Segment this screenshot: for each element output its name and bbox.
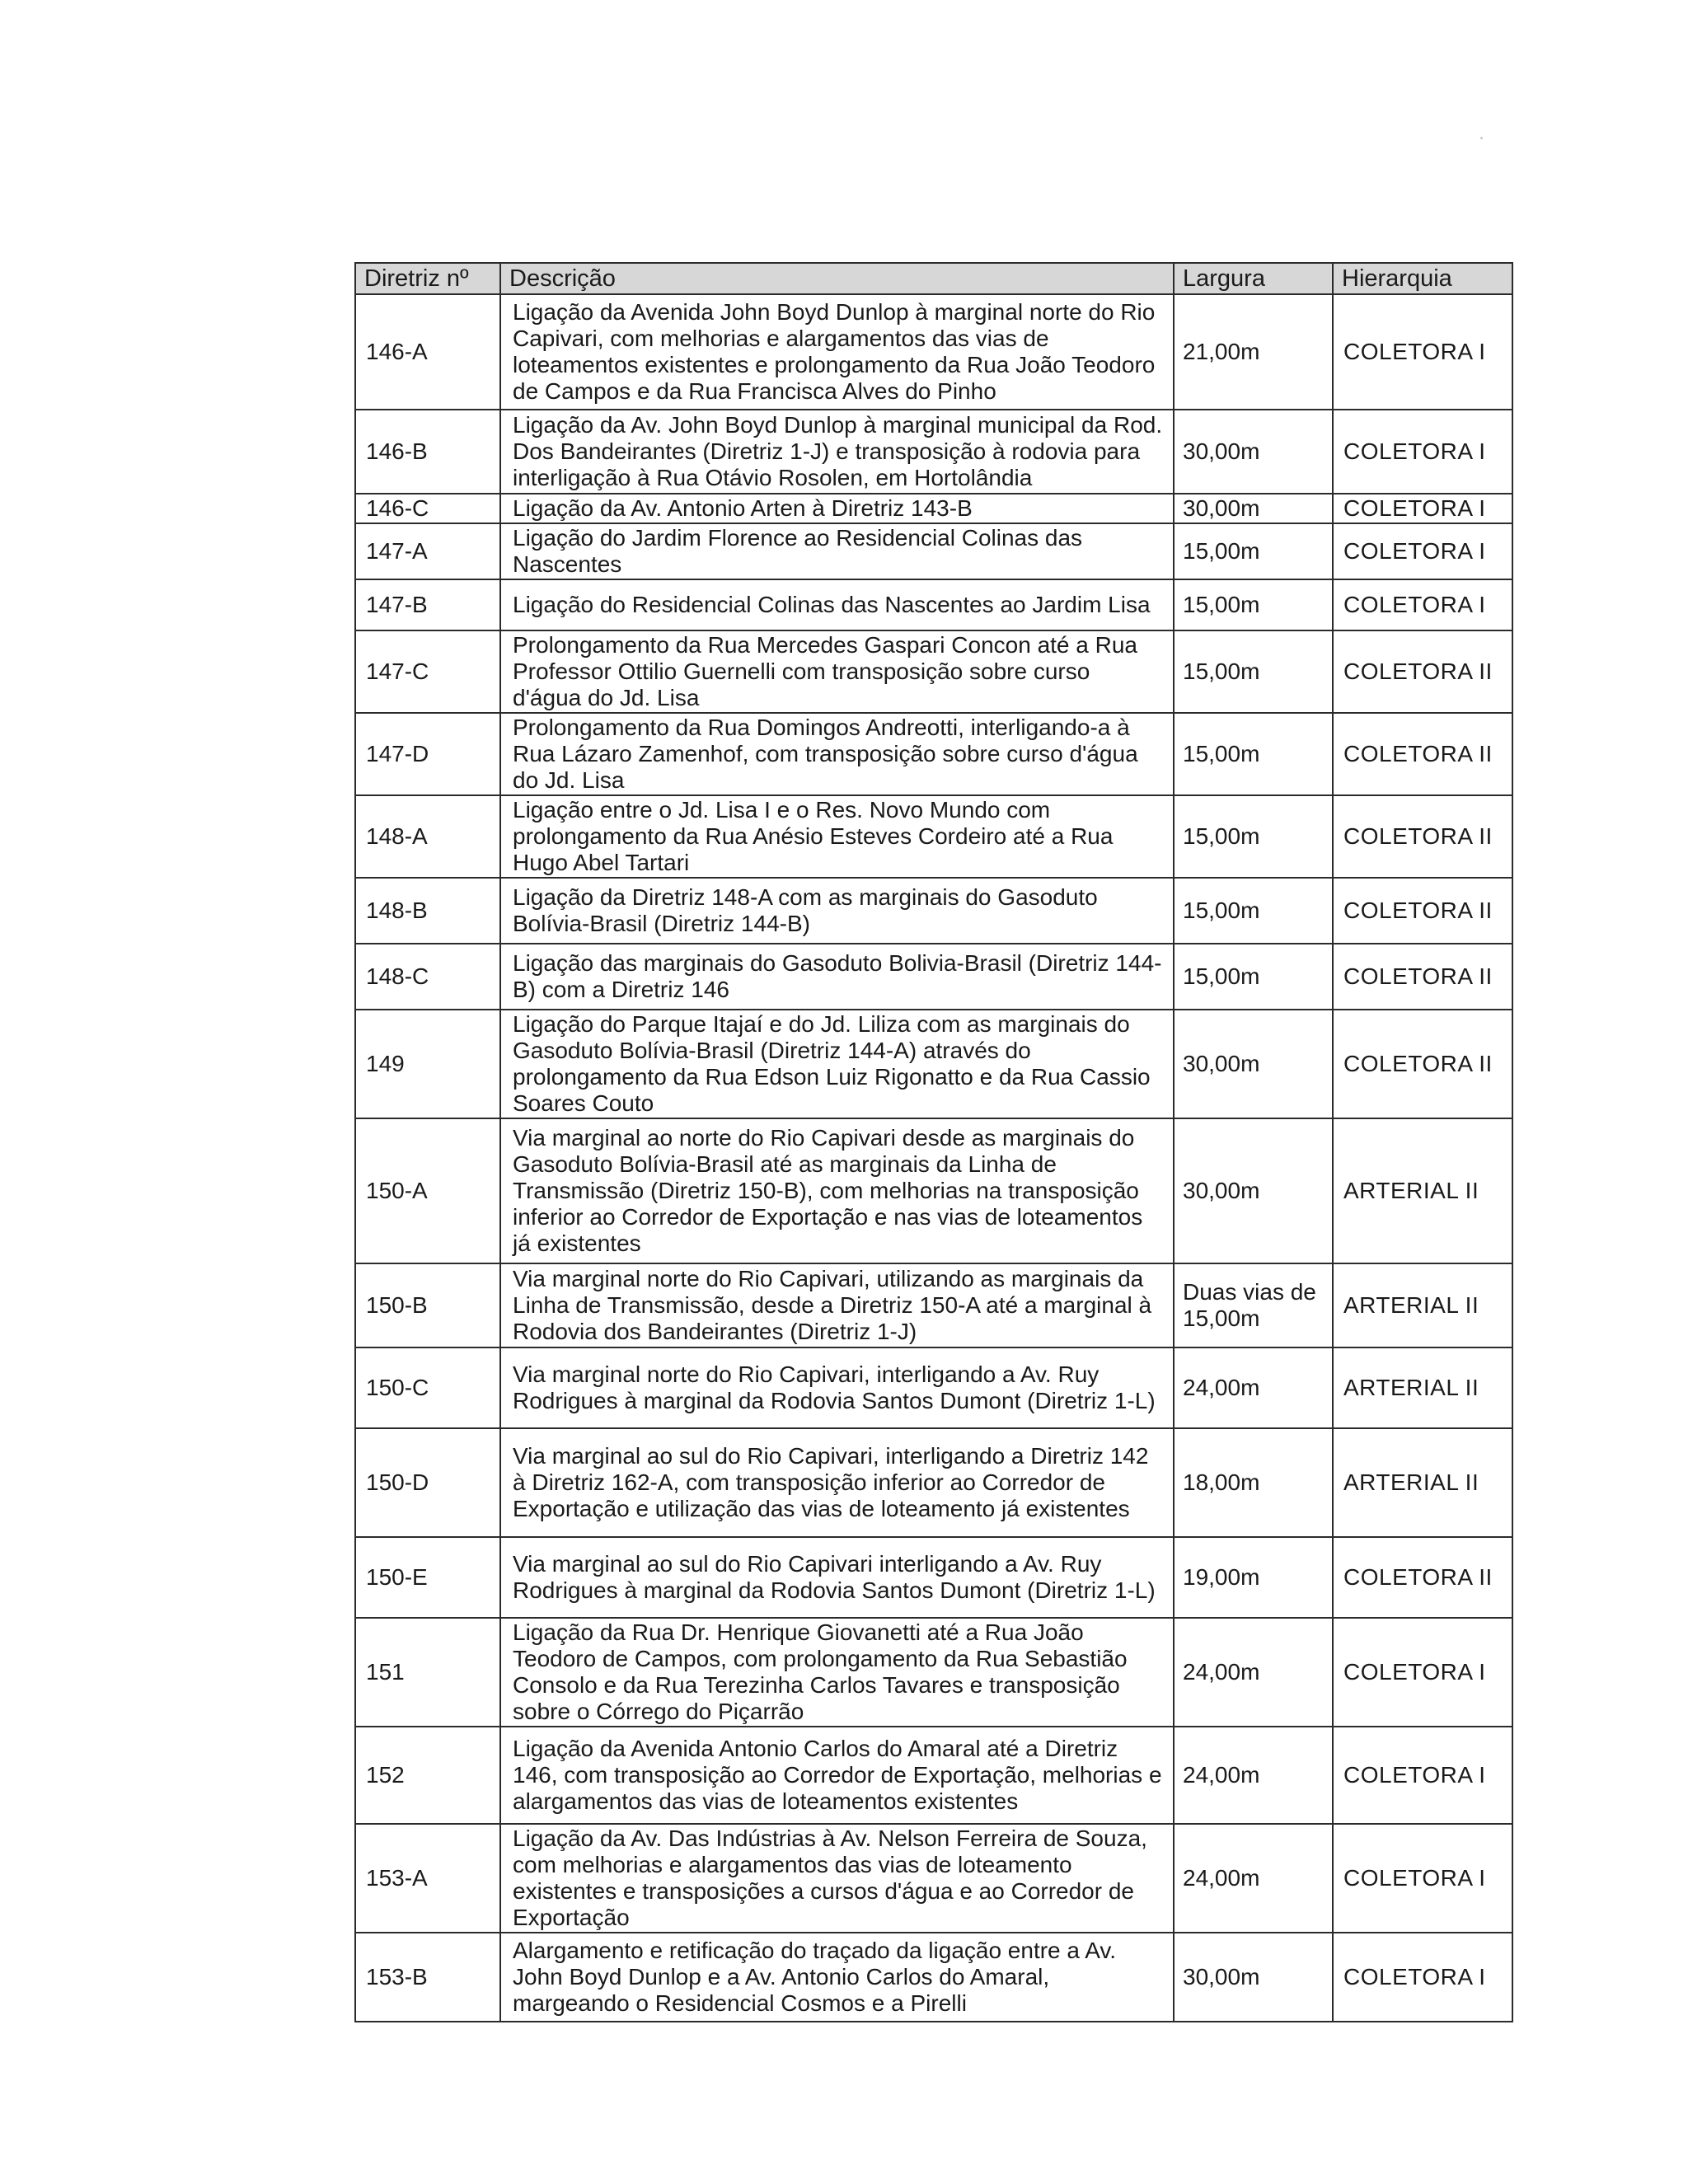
row-hierarquia: COLETORA II	[1333, 944, 1512, 1010]
table-row	[355, 630, 1512, 713]
row-diretriz: 151	[355, 1618, 500, 1727]
row-descricao: Prolongamento da Rua Mercedes Gaspari Concon até a Rua Professor Ottilio Guernelli com transposição sobre curso d'água do Jd. Lisa	[500, 630, 1174, 713]
header-descricao: Descrição	[500, 263, 1174, 294]
row-descricao: Via marginal norte do Rio Capivari, utilizando as marginais da Linha de Transmissão, desde a Diretriz 150-A até a marginal à Rodovia dos Bandeirantes (Diretriz 1-J)	[500, 1263, 1174, 1347]
row-descricao: Ligação das marginais do Gasoduto Bolivia-Brasil (Diretriz 144-B) com a Diretriz 146	[500, 944, 1174, 1010]
table-row	[355, 494, 1512, 523]
row-largura: 24,00m	[1174, 1347, 1333, 1428]
table-row	[355, 1933, 1512, 2022]
row-largura: 24,00m	[1174, 1727, 1333, 1824]
row-diretriz: 150-D	[355, 1428, 500, 1537]
table-row	[355, 1263, 1512, 1347]
row-hierarquia: COLETORA II	[1333, 795, 1512, 878]
row-largura: 15,00m	[1174, 523, 1333, 579]
row-diretriz: 149	[355, 1010, 500, 1118]
row-largura: Duas vias de 15,00m	[1174, 1263, 1333, 1347]
row-hierarquia: ARTERIAL II	[1333, 1428, 1512, 1537]
table-row	[355, 523, 1512, 579]
row-descricao: Ligação da Av. Das Indústrias à Av. Nelson Ferreira de Souza, com melhorias e alargamentos das vias de loteamento existentes e transposições a cursos d'água e ao Corredor de Exportação	[500, 1824, 1174, 1933]
table-row	[355, 1824, 1512, 1933]
row-hierarquia: COLETORA I	[1333, 1824, 1512, 1933]
row-largura: 30,00m	[1174, 1933, 1333, 2022]
header-hierarquia: Hierarquia	[1333, 263, 1512, 294]
table-row	[355, 1118, 1512, 1263]
table-row	[355, 1727, 1512, 1824]
row-largura: 15,00m	[1174, 579, 1333, 630]
table-row	[355, 579, 1512, 630]
row-hierarquia: ARTERIAL II	[1333, 1263, 1512, 1347]
row-descricao: Ligação da Diretriz 148-A com as marginais do Gasoduto Bolívia-Brasil (Diretriz 144-B)	[500, 878, 1174, 944]
row-largura: 24,00m	[1174, 1618, 1333, 1727]
row-hierarquia: COLETORA I	[1333, 1727, 1512, 1824]
row-hierarquia: COLETORA II	[1333, 1537, 1512, 1618]
scan-speck	[1480, 137, 1483, 139]
row-descricao: Ligação da Avenida Antonio Carlos do Amaral até a Diretriz 146, com transposição ao Corredor de Exportação, melhorias e alargamentos das vias de loteamentos existentes	[500, 1727, 1174, 1824]
row-hierarquia: COLETORA I	[1333, 1933, 1512, 2022]
row-descricao: Via marginal ao sul do Rio Capivari interligando a Av. Ruy Rodrigues à marginal da Rodovia Santos Dumont (Diretriz 1-L)	[500, 1537, 1174, 1618]
row-diretriz: 147-B	[355, 579, 500, 630]
row-hierarquia: COLETORA I	[1333, 579, 1512, 630]
header-row	[355, 263, 1512, 294]
row-descricao: Ligação da Av. John Boyd Dunlop à marginal municipal da Rod. Dos Bandeirantes (Diretriz 1-J) e transposição à rodovia para interligação à Rua Otávio Rosolen, em Hortolândia	[500, 410, 1174, 494]
row-descricao: Ligação da Avenida John Boyd Dunlop à marginal norte do Rio Capivari, com melhorias e alargamentos das vias de loteamentos existentes e prolongamento da Rua João Teodoro de Campos e da Rua Francisca Alves do Pinho	[500, 294, 1174, 410]
row-hierarquia: COLETORA I	[1333, 410, 1512, 494]
row-diretriz: 150-A	[355, 1118, 500, 1263]
row-largura: 15,00m	[1174, 795, 1333, 878]
row-diretriz: 150-E	[355, 1537, 500, 1618]
row-diretriz: 148-C	[355, 944, 500, 1010]
row-largura: 19,00m	[1174, 1537, 1333, 1618]
table-row	[355, 878, 1512, 944]
row-largura: 15,00m	[1174, 944, 1333, 1010]
row-hierarquia: COLETORA II	[1333, 1010, 1512, 1118]
table-row	[355, 1347, 1512, 1428]
row-hierarquia: COLETORA II	[1333, 630, 1512, 713]
row-hierarquia: ARTERIAL II	[1333, 1118, 1512, 1263]
row-diretriz: 152	[355, 1727, 500, 1824]
row-descricao: Ligação entre o Jd. Lisa I e o Res. Novo Mundo com prolongamento da Rua Anésio Esteves Cordeiro até a Rua Hugo Abel Tartari	[500, 795, 1174, 878]
row-largura: 24,00m	[1174, 1824, 1333, 1933]
table-row	[355, 713, 1512, 795]
table-row	[355, 1010, 1512, 1118]
row-descricao: Ligação do Residencial Colinas das Nascentes ao Jardim Lisa	[500, 579, 1174, 630]
table-row	[355, 1618, 1512, 1727]
row-diretriz: 148-A	[355, 795, 500, 878]
row-descricao: Via marginal norte do Rio Capivari, interligando a Av. Ruy Rodrigues à marginal da Rodovia Santos Dumont (Diretriz 1-L)	[500, 1347, 1174, 1428]
row-hierarquia: COLETORA I	[1333, 523, 1512, 579]
row-descricao: Via marginal ao norte do Rio Capivari desde as marginais do Gasoduto Bolívia-Brasil até as marginais da Linha de Transmissão (Diretriz 150-B), com melhorias na transposição inferior ao Corredor de Exportação e nas vias de loteamentos já existentes	[500, 1118, 1174, 1263]
row-hierarquia: COLETORA II	[1333, 878, 1512, 944]
row-diretriz: 146-A	[355, 294, 500, 410]
row-largura: 21,00m	[1174, 294, 1333, 410]
row-diretriz: 146-B	[355, 410, 500, 494]
row-descricao: Ligação da Rua Dr. Henrique Giovanetti até a Rua João Teodoro de Campos, com prolongamento da Rua Sebastião Consolo e da Rua Terezinha Carlos Tavares e transposição sobre o Córrego do Piçarrão	[500, 1618, 1174, 1727]
row-diretriz: 153-A	[355, 1824, 500, 1933]
row-diretriz: 150-B	[355, 1263, 500, 1347]
row-hierarquia: COLETORA II	[1333, 713, 1512, 795]
row-largura: 30,00m	[1174, 1118, 1333, 1263]
row-diretriz: 147-C	[355, 630, 500, 713]
header-largura: Largura	[1174, 263, 1333, 294]
table-body	[355, 294, 1512, 2022]
row-largura: 15,00m	[1174, 713, 1333, 795]
row-hierarquia: COLETORA I	[1333, 1618, 1512, 1727]
row-diretriz: 148-B	[355, 878, 500, 944]
row-descricao: Alargamento e retificação do traçado da ligação entre a Av. John Boyd Dunlop e a Av. Antonio Carlos do Amaral, margeando o Residencial Cosmos e a Pirelli	[500, 1933, 1174, 2022]
row-diretriz: 150-C	[355, 1347, 500, 1428]
row-diretriz: 146-C	[355, 494, 500, 523]
row-largura: 15,00m	[1174, 630, 1333, 713]
table-row	[355, 1537, 1512, 1618]
row-largura: 30,00m	[1174, 494, 1333, 523]
table-row	[355, 944, 1512, 1010]
diretrizes-table	[354, 262, 1513, 2022]
row-largura: 30,00m	[1174, 410, 1333, 494]
row-hierarquia: COLETORA I	[1333, 294, 1512, 410]
header-diretriz: Diretriz nº	[355, 263, 500, 294]
row-diretriz: 147-D	[355, 713, 500, 795]
row-hierarquia: COLETORA I	[1333, 494, 1512, 523]
table-header	[355, 263, 1512, 294]
table-row	[355, 795, 1512, 878]
table-row	[355, 294, 1512, 410]
row-largura: 30,00m	[1174, 1010, 1333, 1118]
table-row	[355, 410, 1512, 494]
row-descricao: Via marginal ao sul do Rio Capivari, interligando a Diretriz 142 à Diretriz 162-A, com transposição inferior ao Corredor de Exportação e utilização das vias de loteamento já existentes	[500, 1428, 1174, 1537]
row-diretriz: 147-A	[355, 523, 500, 579]
row-hierarquia: ARTERIAL II	[1333, 1347, 1512, 1428]
row-largura: 18,00m	[1174, 1428, 1333, 1537]
row-largura: 15,00m	[1174, 878, 1333, 944]
table-row	[355, 1428, 1512, 1537]
row-descricao: Ligação do Jardim Florence ao Residencial Colinas das Nascentes	[500, 523, 1174, 579]
row-descricao: Ligação do Parque Itajaí e do Jd. Liliza com as marginais do Gasoduto Bolívia-Brasil (Diretriz 144-A) através do prolongamento da Rua Edson Luiz Rigonatto e da Rua Cassio Soares Couto	[500, 1010, 1174, 1118]
row-descricao: Prolongamento da Rua Domingos Andreotti, interligando-a à Rua Lázaro Zamenhof, com transposição sobre curso d'água do Jd. Lisa	[500, 713, 1174, 795]
row-diretriz: 153-B	[355, 1933, 500, 2022]
row-descricao: Ligação da Av. Antonio Arten à Diretriz 143-B	[500, 494, 1174, 523]
